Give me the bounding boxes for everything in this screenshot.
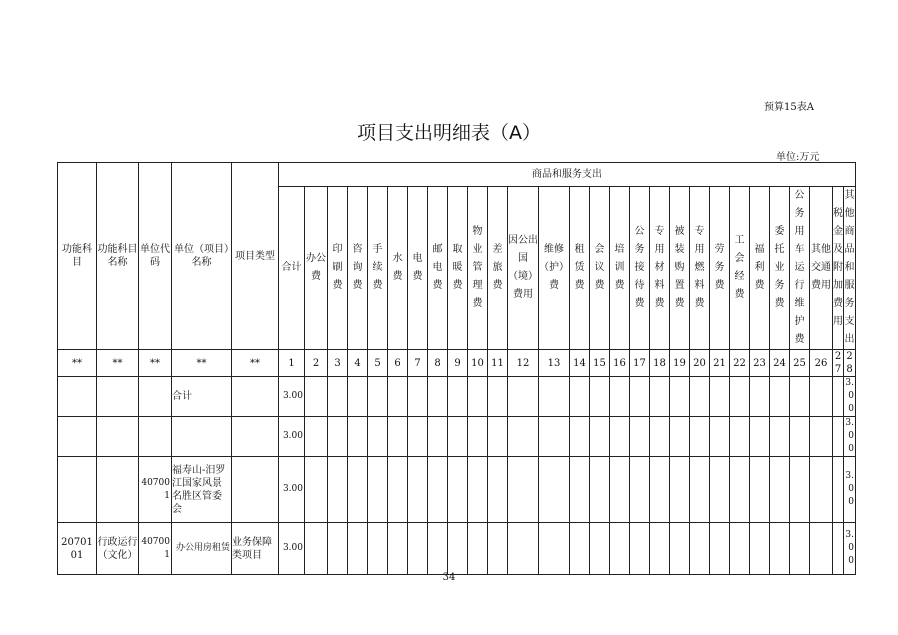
cell-empty [810, 457, 833, 523]
cell-unit-code [139, 417, 172, 457]
cell-project-type: 业务保障类项目 [232, 523, 279, 575]
cell-other-goods-services: 3.00 [844, 417, 856, 457]
cell-empty [428, 523, 448, 575]
cell-empty [508, 417, 539, 457]
cell-empty [328, 377, 348, 417]
header-col-12: 因公出国（境）费用 [508, 187, 539, 350]
cell-empty [388, 523, 408, 575]
header-row-group [58, 163, 880, 187]
cell-project-type [232, 377, 279, 417]
header-col-25: 公务用车运行维护费 [790, 187, 810, 350]
cell-empty [650, 417, 670, 457]
cell-other-goods-services: 3.00 [844, 523, 856, 575]
header-col-6: 水费 [388, 187, 408, 350]
cell-empty [710, 457, 730, 523]
cell-name: 办公用房租赁 [172, 523, 232, 575]
header-col-17: 公务接待费 [630, 187, 650, 350]
cell-empty [750, 523, 770, 575]
table-code: 预算15表A [764, 102, 814, 113]
header-col-10: 物业管理费 [468, 187, 488, 350]
cell-empty [408, 523, 428, 575]
cell-empty [690, 417, 710, 457]
cell-empty [305, 377, 328, 417]
cell-empty [810, 523, 833, 575]
header-col-19: 被装购置费 [670, 187, 690, 350]
index-number: 11 [488, 350, 508, 377]
cell-empty [670, 417, 690, 457]
index-number: 15 [590, 350, 610, 377]
cell-empty [408, 377, 428, 417]
cell-empty [508, 523, 539, 575]
cell-empty [610, 457, 630, 523]
index-number: 14 [570, 350, 590, 377]
cell-empty [508, 457, 539, 523]
cell-empty [610, 417, 630, 457]
cell-empty [328, 417, 348, 457]
index-number: 16 [610, 350, 630, 377]
index-number: 3 [328, 350, 348, 377]
cell-empty [730, 417, 750, 457]
cell-empty [610, 523, 630, 575]
cell-empty [539, 417, 570, 457]
cell-func-name: 行政运行（文化） [97, 523, 139, 575]
index-stars: ** [139, 350, 172, 377]
cell-empty [690, 377, 710, 417]
cell-empty [570, 377, 590, 417]
cell-empty [388, 457, 408, 523]
cell-empty [790, 377, 810, 417]
index-number: 24 [770, 350, 790, 377]
cell-empty [348, 417, 368, 457]
cell-empty [710, 523, 730, 575]
cell-empty [368, 457, 388, 523]
cell-empty [650, 523, 670, 575]
cell-empty [590, 457, 610, 523]
index-row [58, 350, 880, 377]
index-number: 19 [670, 350, 690, 377]
cell-empty [670, 457, 690, 523]
cell-empty [833, 417, 844, 457]
cell-empty [710, 377, 730, 417]
index-number: 23 [750, 350, 770, 377]
cell-empty [750, 457, 770, 523]
project-expenditure-table [57, 162, 880, 575]
cell-total: 3.00 [279, 457, 305, 523]
cell-unit-code: 407001 [139, 457, 172, 523]
index-number: 10 [468, 350, 488, 377]
cell-empty [630, 523, 650, 575]
cell-total: 3.00 [279, 417, 305, 457]
cell-empty [650, 377, 670, 417]
page-title: 项目支出明细表（A） [357, 122, 541, 144]
index-number: 17 [630, 350, 650, 377]
cell-func-code [58, 417, 97, 457]
header-func-subject: 功能科目 [58, 163, 97, 350]
header-col-27: 税金及附加费用 [833, 187, 844, 350]
header-col-20: 专用燃料费 [690, 187, 710, 350]
cell-empty [408, 417, 428, 457]
header-col-16: 培训费 [610, 187, 630, 350]
header-col-13: 维修（护）费 [539, 187, 570, 350]
cell-func-code: 2070101 [58, 523, 97, 575]
cell-empty [468, 523, 488, 575]
cell-empty [408, 457, 428, 523]
index-number: 2 [305, 350, 328, 377]
cell-empty [570, 417, 590, 457]
index-number: 26 [810, 350, 833, 377]
cell-empty [610, 377, 630, 417]
index-number: 22 [730, 350, 750, 377]
index-number: 8 [428, 350, 448, 377]
cell-func-name [97, 417, 139, 457]
header-unit-project-name: 单位（项目）名称 [172, 163, 232, 350]
header-project-type: 项目类型 [232, 163, 279, 350]
header-col-28: 其他商品和服务支出 [844, 187, 856, 350]
cell-empty [428, 417, 448, 457]
cell-empty [833, 377, 844, 417]
cell-empty [468, 377, 488, 417]
cell-empty [690, 457, 710, 523]
header-col-8: 邮电费 [428, 187, 448, 350]
index-number: 7 [408, 350, 428, 377]
header-unit-code: 单位代码 [139, 163, 172, 350]
table-row [58, 523, 880, 575]
index-stars: ** [232, 350, 279, 377]
cell-empty [670, 377, 690, 417]
cell-empty [750, 417, 770, 457]
cell-empty [448, 417, 468, 457]
index-number: 18 [650, 350, 670, 377]
header-goods-services: 商品和服务支出 [279, 163, 856, 187]
index-stars: ** [97, 350, 139, 377]
cell-total: 3.00 [279, 377, 305, 417]
cell-empty [488, 523, 508, 575]
table-row [58, 457, 880, 523]
cell-empty [570, 523, 590, 575]
cell-empty [368, 523, 388, 575]
header-col-5: 手续费 [368, 187, 388, 350]
header-col-23: 福利费 [750, 187, 770, 350]
cell-unit-code: 407001 [139, 523, 172, 575]
index-number: 1 [279, 350, 305, 377]
cell-empty [539, 523, 570, 575]
index-stars: ** [172, 350, 232, 377]
cell-empty [770, 377, 790, 417]
cell-empty [539, 377, 570, 417]
cell-empty [388, 377, 408, 417]
cell-empty [428, 457, 448, 523]
cell-empty [630, 457, 650, 523]
cell-name: 福寿山-汨罗江国家风景名胜区管委会 [172, 457, 232, 523]
cell-empty [670, 523, 690, 575]
cell-empty [368, 377, 388, 417]
index-number: 27 [833, 350, 844, 377]
cell-empty [770, 417, 790, 457]
cell-empty [328, 523, 348, 575]
cell-empty [388, 417, 408, 457]
cell-empty [348, 457, 368, 523]
cell-empty [488, 377, 508, 417]
cell-empty [508, 377, 539, 417]
cell-empty [750, 377, 770, 417]
cell-empty [730, 523, 750, 575]
cell-empty [710, 417, 730, 457]
cell-empty [448, 377, 468, 417]
header-col-7: 电费 [408, 187, 428, 350]
cell-empty [348, 377, 368, 417]
cell-empty [790, 523, 810, 575]
cell-empty [630, 377, 650, 417]
header-col-18: 专用材料费 [650, 187, 670, 350]
cell-empty [348, 523, 368, 575]
cell-empty [305, 523, 328, 575]
header-col-2: 办公费 [305, 187, 328, 350]
cell-empty [488, 417, 508, 457]
cell-empty [539, 457, 570, 523]
cell-empty [833, 457, 844, 523]
cell-empty [730, 457, 750, 523]
cell-empty [305, 457, 328, 523]
cell-empty [833, 523, 844, 575]
cell-other-goods-services: 3.00 [844, 377, 856, 417]
header-col-9: 取暖费 [448, 187, 468, 350]
cell-empty [690, 523, 710, 575]
cell-empty [810, 417, 833, 457]
cell-empty [570, 457, 590, 523]
cell-empty [650, 457, 670, 523]
cell-empty [488, 457, 508, 523]
cell-empty [730, 377, 750, 417]
index-stars: ** [58, 350, 97, 377]
header-col-11: 差旅费 [488, 187, 508, 350]
cell-empty [590, 523, 610, 575]
cell-empty [468, 457, 488, 523]
cell-project-type [232, 417, 279, 457]
cell-name [172, 417, 232, 457]
cell-total: 3.00 [279, 523, 305, 575]
header-col-26: 其他交通费用 [810, 187, 833, 350]
index-number: 21 [710, 350, 730, 377]
table-row [58, 377, 880, 417]
cell-empty [770, 523, 790, 575]
cell-empty [448, 523, 468, 575]
cell-empty [590, 417, 610, 457]
header-col-4: 咨询费 [348, 187, 368, 350]
cell-empty [448, 457, 468, 523]
cell-empty [305, 417, 328, 457]
header-col-22: 工会经费 [730, 187, 750, 350]
header-col-1: 合计 [279, 187, 305, 350]
cell-func-code [58, 457, 97, 523]
cell-empty [790, 417, 810, 457]
index-number: 5 [368, 350, 388, 377]
index-number: 9 [448, 350, 468, 377]
table-row [58, 417, 880, 457]
index-number: 20 [690, 350, 710, 377]
cell-empty [770, 457, 790, 523]
index-number: 25 [790, 350, 810, 377]
cell-project-type [232, 457, 279, 523]
index-number: 28 [844, 350, 856, 377]
cell-name: 合计 [172, 377, 232, 417]
unit-label: 单位:万元 [776, 152, 820, 163]
page-number: 34 [442, 572, 456, 583]
header-col-3: 印刷费 [328, 187, 348, 350]
cell-empty [428, 377, 448, 417]
cell-empty [790, 457, 810, 523]
index-number: 13 [539, 350, 570, 377]
cell-empty [368, 417, 388, 457]
cell-empty [590, 377, 610, 417]
header-func-subject-name: 功能科目名称 [97, 163, 139, 350]
cell-empty [468, 417, 488, 457]
header-col-24: 委托业务费 [770, 187, 790, 350]
header-col-14: 租赁费 [570, 187, 590, 350]
cell-other-goods-services: 3.00 [844, 457, 856, 523]
cell-func-name [97, 457, 139, 523]
cell-empty [630, 417, 650, 457]
cell-unit-code [139, 377, 172, 417]
index-number: 6 [388, 350, 408, 377]
index-number: 4 [348, 350, 368, 377]
index-number: 12 [508, 350, 539, 377]
header-col-21: 劳务费 [710, 187, 730, 350]
header-col-15: 会议费 [590, 187, 610, 350]
cell-empty [810, 377, 833, 417]
cell-func-code [58, 377, 97, 417]
cell-empty [328, 457, 348, 523]
cell-func-name [97, 377, 139, 417]
